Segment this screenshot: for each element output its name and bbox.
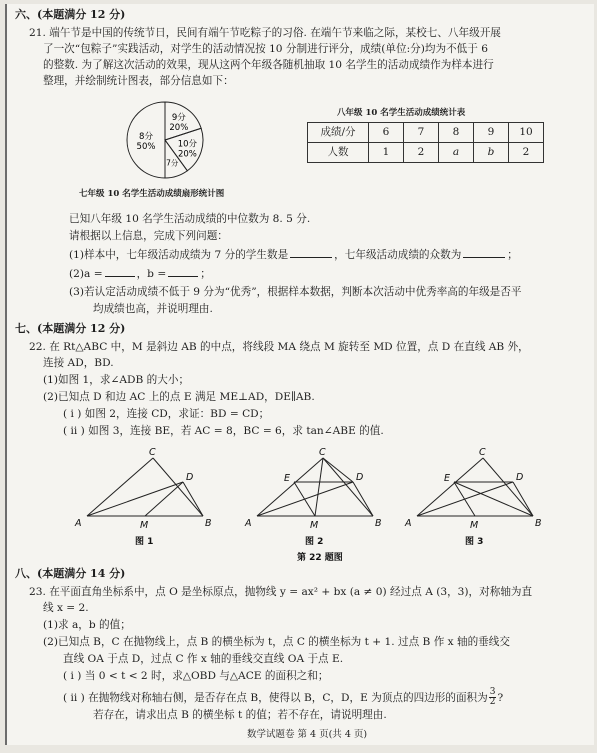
q21-line-4: 整理，并绘制统计图表，部分信息如下： [43,75,234,87]
table-cell: 10 [509,123,544,143]
table-cell: b [474,143,509,163]
fig2-label-d: D [356,472,364,483]
q23-part-2-ii [63,688,503,708]
fig3-label-c: C [479,447,486,458]
q23-line-1: 23. 在平面直角坐标系中，点 O 是坐标原点，抛物线 y = ax² + bx (a ≠ 0) 经过点 A (3，3)，对称轴为直 [29,586,533,598]
table-cell: 6 [369,123,404,143]
fig3-segment-bd [513,482,533,516]
pie-slice-label: 7分 [166,158,179,168]
fig2-label-m: M [310,520,319,531]
table-cell: 8 [439,123,474,143]
q22-line-2: 连接 AD，BD. [43,357,114,369]
fig3-label-a: A [405,518,412,529]
table-cell: 7 [404,123,439,143]
pie-slice-label: 10分 [177,139,198,150]
fig1-label-m: M [140,520,149,531]
pie-slice-label: 9分 [171,112,186,123]
q21-prompt: 请根据以上信息，完成下列问题： [69,230,228,242]
q21-part-3-line-1: (3)若认定活动成绩不低于 9 分为“优秀”，根据样本数据，判断本次活动中优秀率高的年级是否平 [69,286,522,298]
table-cell: 9 [474,123,509,143]
answer-blank[interactable] [168,266,198,277]
table-cell: 2 [404,143,439,163]
grade7-pie-chart [117,100,227,184]
q23-part-2-ii-text: ( ii ) 在抛物线对称轴右侧，是否存在点 B，使得以 B，C，D，E 为顶点的四边形的面积为 [63,691,488,704]
q22-figures [65,446,585,562]
fig2-segment-em [294,482,315,516]
q22-part-2: (2)已知点 D 和边 AC 上的点 E 满足 ME⊥AD，DE∥AB. [43,391,315,403]
fig1-label-c: C [149,447,156,458]
q21-part-1-text-a: (1)样本中，七年级活动成绩为 7 分的学生数是 [69,249,289,261]
fig3-label-b: B [535,518,542,529]
q21-part-1-text-b: ，七年级活动成绩的众数为 [334,249,462,261]
fig2-label-b: B [375,518,382,529]
fig2-segment-mc [315,458,323,516]
fig1-label-d: D [186,472,194,483]
answer-blank[interactable] [105,266,135,277]
section-6-heading: 六、(本题满分 12 分) [15,8,126,21]
fig3-segment-em [454,482,475,516]
q21-part-1 [69,247,518,264]
q21-part-1-text-c: ； [507,249,518,261]
pie-caption: 七年级 10 名学生活动成绩扇形统计图 [79,189,225,199]
q21-line-3: 的整数. 为了解这次活动的效果，现从这两个年级各随机抽取 10 名学生的活动成绩作为样本进行 [43,59,494,71]
q23-line-2: 线 x = 2. [43,602,89,614]
q22-line-1: 22. 在 Rt△ABC 中，M 是斜边 AB 的中点，将线段 MA 绕点 M 旋转至 MD 位置，点 D 在直线 AB 外， [29,341,529,353]
fig2-segment-bc [323,458,373,516]
fig1-segment-ad [87,482,183,516]
fig1-label-a: A [75,518,82,529]
q23-part-2-i: ( i ) 当 0 < t < 2 时，求△OBD 与△ACE 的面积之和； [63,670,329,682]
fig3-label-m: M [470,520,479,531]
q21-line-1: 21. 端午节是中国的传统节日，民间有端午节吃粽子的习俗. 在端午节来临之际，某校七、八年级开展 [29,27,501,39]
q21-part-3-line-2: 均成绩也高，并说明理由. [93,303,213,315]
q23-part-2-ii-line-2: 若存在，请求出点 B 的横坐标 t 的值；若不存在，请说明理由. [93,709,387,721]
fig2-label-c: C [319,447,326,458]
fig3-segment-bc [483,458,533,516]
fig3-segment-ac [417,458,483,516]
q22-part-2-ii: ( ii ) 如图 3，连接 BE，若 AC = 8，BC = 6，求 tan∠ABE 的值. [63,425,384,437]
fig3-label-d: D [516,472,524,483]
fig1-segment-ac [87,458,153,516]
pie-slice-label: 8分 [139,132,153,142]
pie-slice-percent: 50% [136,142,156,152]
table-cell: 2 [509,143,544,163]
q23-part-2-ii-mark: ? [497,691,504,704]
answer-blank[interactable] [290,247,332,258]
fraction-numerator: 3 [489,687,496,697]
table-title: 八年级 10 名学生活动成绩统计表 [337,108,466,118]
q22-part-2-i: ( i ) 如图 2，连接 CD，求证：BD = CD； [63,408,270,420]
fig1-label-b: B [205,518,212,529]
table-cell: 1 [369,143,404,163]
fig1-segment-md [145,482,183,516]
fig1-caption: 图 1 [135,537,154,547]
table-row-scores [308,123,544,143]
fig2-label-e: E [284,473,291,484]
table-row-counts [308,143,544,163]
fig3-label-e: E [444,473,451,484]
q22-part-1: (1)如图 1，求∠ADB 的大小； [43,374,190,386]
table-cell: 成绩/分 [308,123,369,143]
fraction-three-halves [489,688,497,708]
fig2-segment-ac [257,458,323,516]
q21-part-2-text-c: ； [200,268,211,280]
section-7-heading: 七、(本题满分 12 分) [15,322,126,335]
page-footer: 数学试题卷 第 4 页(共 4 页) [247,729,368,740]
figure-group-caption: 第 22 题图 [297,553,343,562]
pie-slice-percent: 20% [169,122,189,133]
q21-condition: 已知八年级 10 名学生活动成绩的中位数为 8. 5 分. [69,213,311,225]
q21-part-2 [69,266,211,283]
q23-part-2-line-2: 直线 OA 于点 D，过点 C 作 x 轴的垂线交直线 OA 于点 E. [63,653,344,665]
q21-line-2: 了一次“包粽子”实践活动，对学生的活动情况按 10 分制进行评分，成绩(单位:分)均为不低于 6 [43,43,488,55]
grade8-score-table [307,122,544,163]
q23-part-1: (1)求 a，b 的值； [43,619,131,631]
fraction-denominator: 2 [489,697,496,708]
pie-slice-percent: 20% [177,149,197,160]
table-cell: a [439,143,474,163]
section-8-heading: 八、(本题满分 14 分) [15,567,126,580]
exam-page [5,4,594,745]
answer-blank[interactable] [463,247,505,258]
fig2-segment-cd [323,458,353,482]
fig2-segment-bd [353,482,373,516]
q23-part-2-line-1: (2)已知点 B，C 在抛物线上，点 B 的横坐标为 t，点 C 的横坐标为 t + 1. 过点 B 作 x 轴的垂线交 [43,636,510,648]
table-cell: 人数 [308,143,369,163]
fig1-segment-bd [183,482,203,516]
fig3-caption: 图 3 [465,537,484,547]
q21-part-2-text-b: ，b = [136,268,167,280]
fig2-label-a: A [245,518,252,529]
q21-part-2-text-a: (2)a = [69,268,103,280]
fig2-caption: 图 2 [305,537,324,547]
